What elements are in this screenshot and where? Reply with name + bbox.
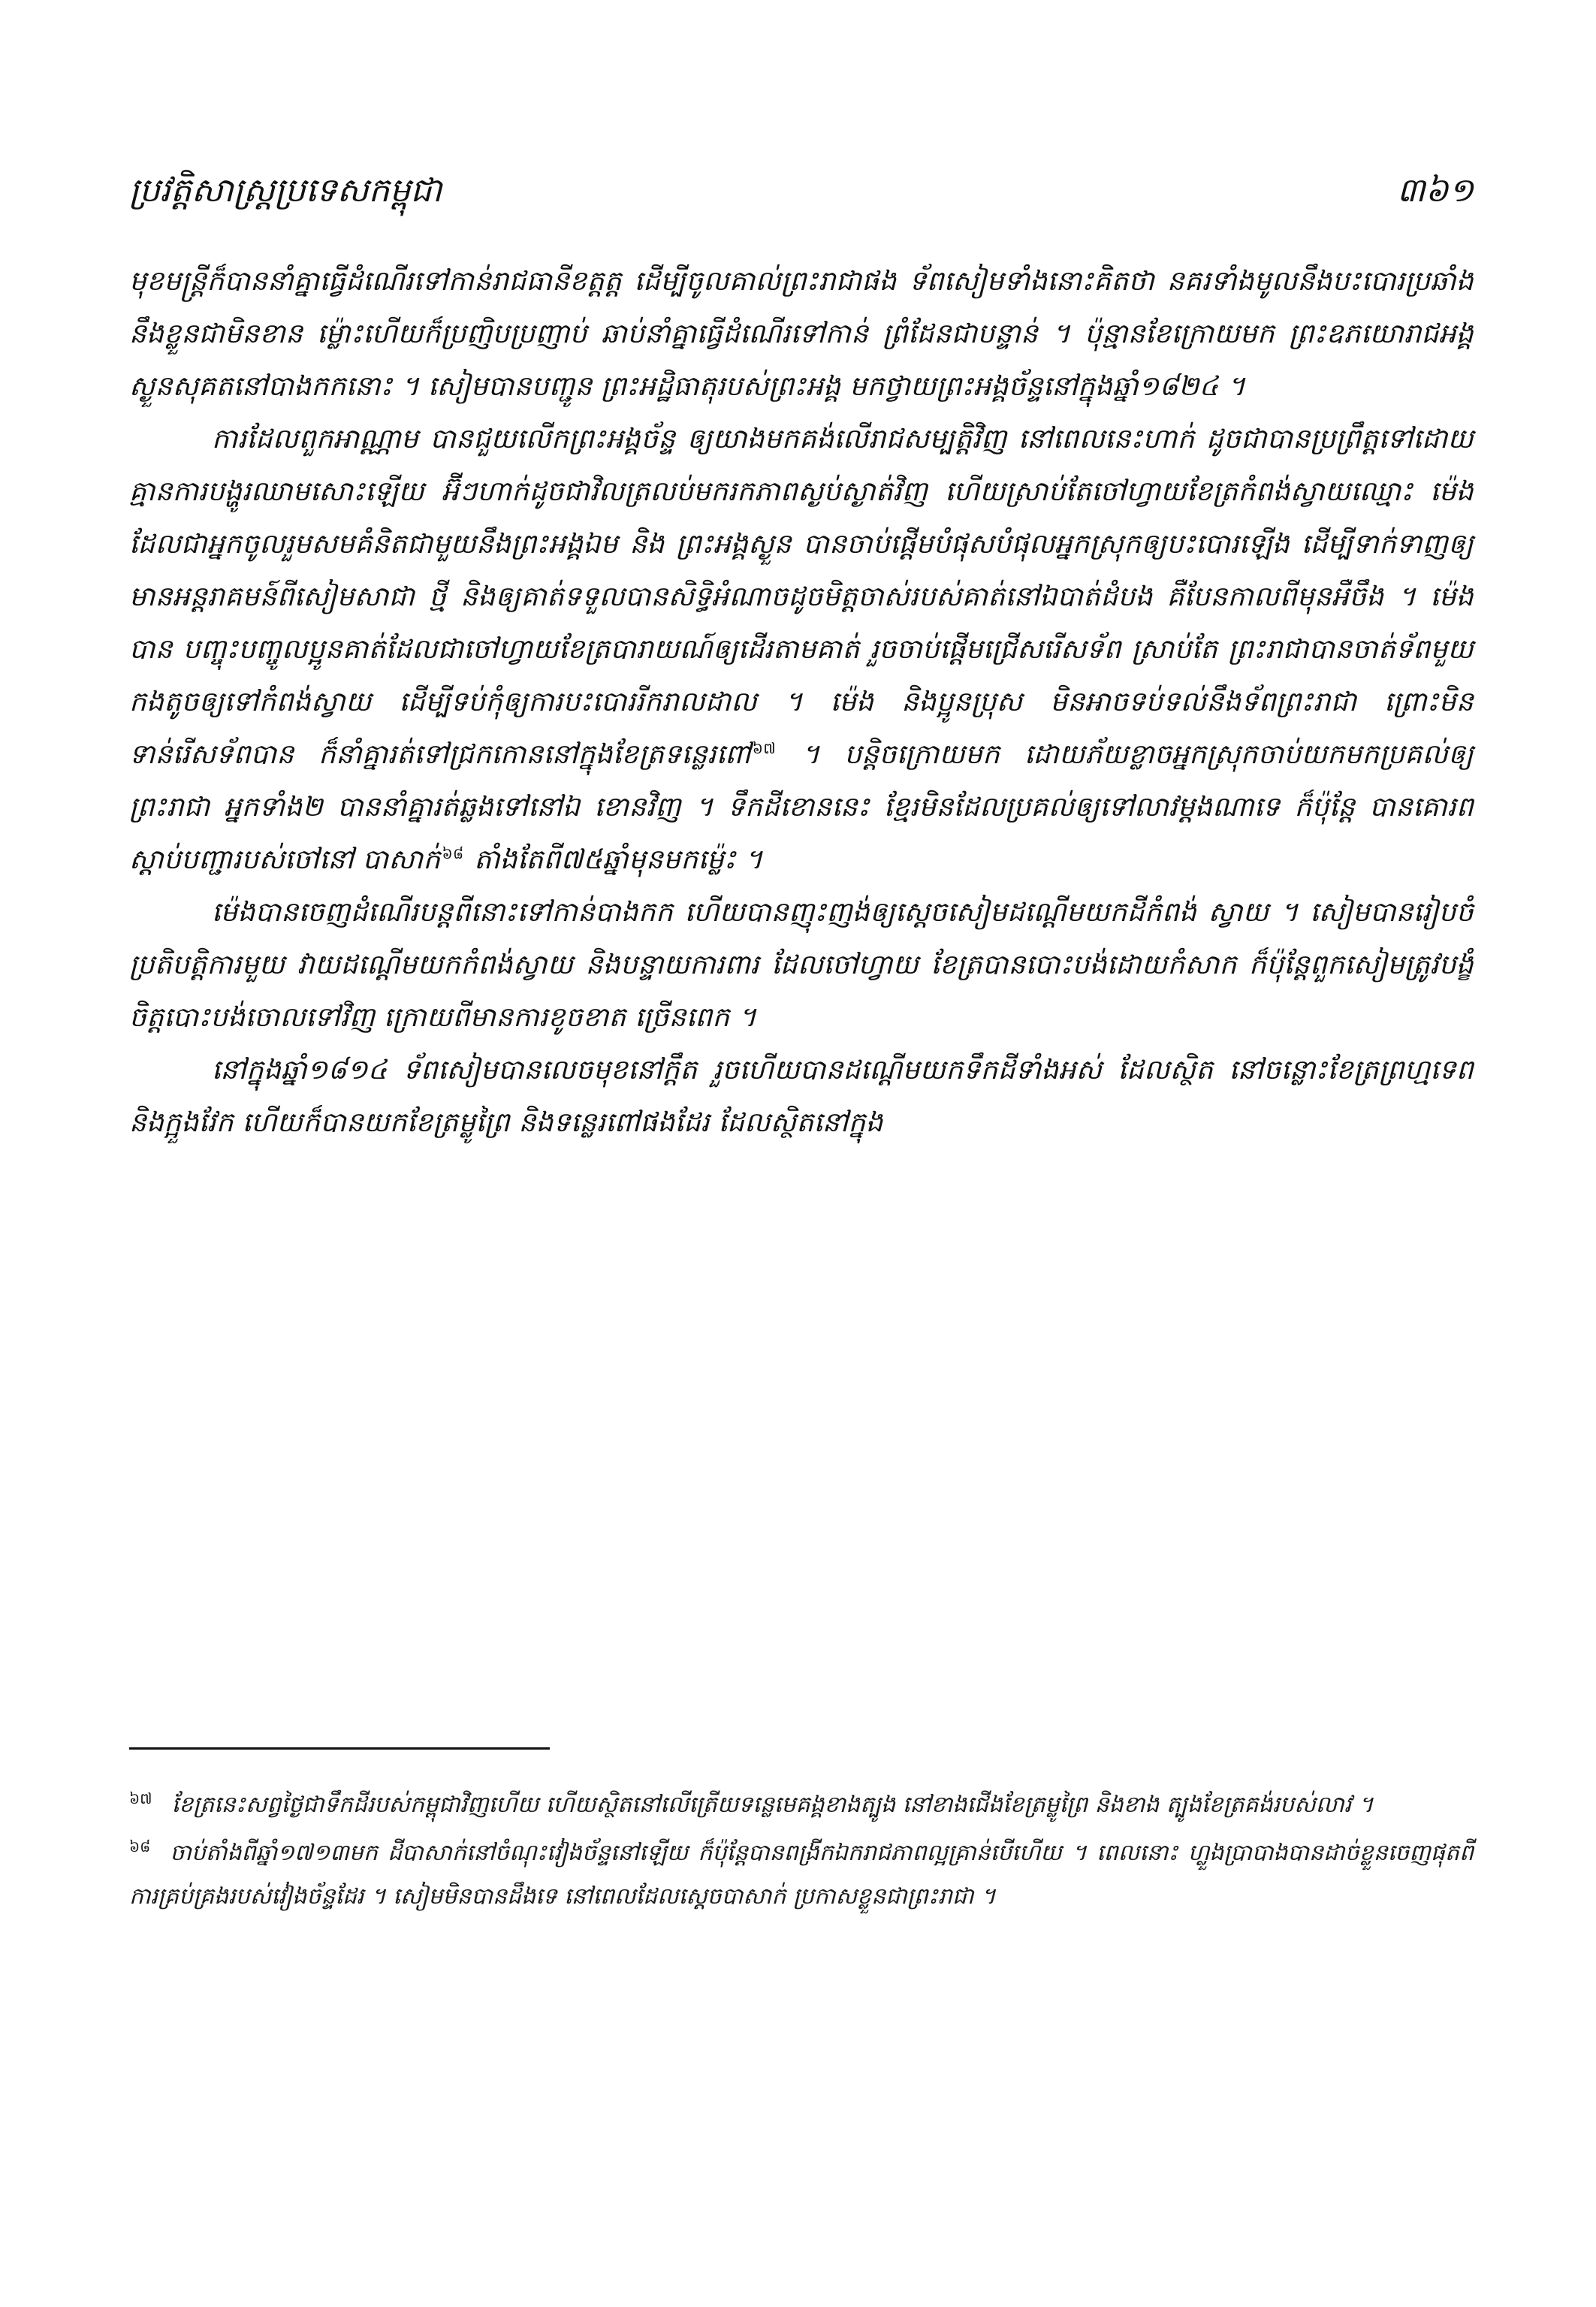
footnote-ref-67[interactable]: ៦៧ (752, 739, 776, 757)
paragraph-4: នៅក្នុងឆ្នាំ១៨១៤ ទ័ពសៀមបានលេចមុខនៅក្ដឹត រួចហើយបានដណ្តើមយកទឹកដីទាំងអស់ ដែលស្ថិត នៅចន្លោះខែត្រព្រហ្មទេព និងក្អួងវែក ហើយក៏បានយកខែត្រម្លូព្រៃ និងទន្លេរពៅផងដែរ ដែលស្ថិតនៅក្នុង (129, 1055, 1474, 1138)
page-number: ៣៦១ (1396, 171, 1474, 210)
paragraph-2-part-1: ការដែលពួកអាណ្ណាម បានជួយលើកព្រះអង្គច័ន្ទ ឲ្យយាងមកគង់លើរាជសម្បត្តិវិញ នៅពេលនេះហាក់ ដូចជាបានប្រព្រឹត្តទៅដោយគ្មានការបង្ហូរឈាមសោះឡើយ អ៊ីៗហាក់ដូចជាវិលត្រលប់មករកភាពស្ងប់ស្ងាត់វិញ ហើយស្រាប់តែចៅហ្វាយខែត្រកំពង់ស្វាយឈ្មោះ ម៉េង ដែលជាអ្នកចូលរួមសមគំនិតជាមួយនឹងព្រះអង្គឯម និង ព្រះអង្គស្ងួន បានចាប់ផ្តើមបំផុសបំផុលអ្នកស្រុកឲ្យបះបោរឡើង ដើម្បីទាក់ទាញឲ្យមានអន្តរាគមន៍ពីសៀមសាជា ថ្មី និងឲ្យគាត់ទទួលបានសិទ្ធិអំណាចដូចមិត្តចាស់របស់គាត់នៅឯបាត់ដំបង គឺបែនកាលពីមុនអឺចឹង ។ ម៉េងបាន បញ្ចុះបញ្ចូលប្អូនគាត់ដែលជាចៅហ្វាយខែត្របារាយណ៍ឲ្យដើរតាមគាត់ រួចចាប់ផ្តើមជ្រើសរើសទ័ព ស្រាប់តែ ព្រះរាជាបានចាត់ទ័ពមួយកងតូចឲ្យទៅកំពង់ស្វាយ ដើម្បីទប់កុំឲ្យការបះបោររីករាលដាល ។ ម៉េង និងប្អូនប្រុស មិនអាចទប់ទល់នឹងទ័ពព្រះរាជា ព្រោះមិនទាន់រើសទ័ពបាន ក៏នាំគ្នារត់ទៅជ្រកកោននៅក្នុងខែត្រទន្លេរពៅ (129, 424, 1474, 770)
footnote-separator (129, 1747, 550, 1750)
footnotes (129, 1783, 1474, 1923)
footnote-number: ៦៨ (129, 1837, 151, 1856)
page-header (129, 161, 1474, 221)
paragraph-2 (129, 413, 1474, 886)
running-title: ប្រវត្តិសាស្ត្រប្រទេសកម្ពុជា (129, 171, 442, 210)
footnote-68 (129, 1831, 1474, 1919)
body-text (129, 255, 1474, 1149)
footnote-text: ខែត្រនេះសព្វថ្ងៃជាទឹកដីរបស់កម្ពុជាវិញហើយ ហើយស្ថិតនៅលើត្រើយទន្លេមេគង្គខាងត្បូង នៅខាងជើងខែត្រម្លូព្រៃ និងខាង ត្បូងខែត្រគង់របស់លាវ ។ (171, 1792, 1374, 1818)
paragraph-3: ម៉េងបានចេញដំណើរបន្តពីនោះទៅកាន់បាងកក ហើយបានញុះញង់ឲ្យស្តេចសៀមដណ្តើមយកដីកំពង់ ស្វាយ ។ សៀមបានរៀបចំប្រតិបត្តិការមួយ វាយដណ្តើមយកកំពង់ស្វាយ និងបន្ទាយការពារ ដែលចៅហ្វាយ ខែត្របានបោះបង់ដោយកំសាក ក៏ប៉ុន្តែពួកសៀមត្រូវបង្ខំចិត្តបោះបង់ចោលទៅវិញ ក្រោយពីមានការខូចខាត ច្រើនពេក ។ (129, 897, 1474, 1033)
footnote-number: ៦៧ (129, 1789, 152, 1807)
footnote-ref-68[interactable]: ៦៨ (442, 844, 464, 862)
paragraph-2-part-3: តាំងតែពី៧៥ឆ្នាំមុនមកម្ល៉េះ ។ (465, 844, 763, 875)
paragraph-2-part-2: ។ បន្តិចក្រោយមក ដោយភ័យខ្លាចអ្នកស្រុកចាប់យកមកប្រគល់ឲ្យព្រះរាជា អ្នកទាំង២ បាននាំគ្នារត់ឆ្លងទៅនៅឯ ខោនវិញ ។ ទឹកដីខោននេះ ខ្មែរមិនដែលប្រគល់ឲ្យទៅលាវម្តងណាទេ ក៏ប៉ុន្តែ បានគោរពស្តាប់បញ្ជារបស់ចៅនៅ បាសាក់ (129, 739, 1474, 875)
paragraph-1: មុខមន្ត្រីក៏បាននាំគ្នាធ្វើដំណើរទៅកាន់រាជធានីខត្តត្ត ដើម្បីចូលគាល់ព្រះរាជាផង ទ័ពសៀមទាំងនោះគិតថា នគរទាំងមូលនឹងបះបោរប្រឆាំងនឹងខ្លួនជាមិនខាន ម្ល៉ោះហើយក៏ប្រញិបប្រញាប់ ឆាប់នាំគ្នាធ្វើដំណើរទៅកាន់ ព្រំដែនជាបន្ទាន់ ។ ប៉ុន្មានខែក្រោយមក ព្រះឧភយោរាជអង្គស្ងួនសុគតនៅបាងកកនោះ ។ សៀមបានបញ្ជូន ព្រះអដ្ឋិធាតុរបស់ព្រះអង្គ មកថ្វាយព្រះអង្គច័ន្ទនៅក្នុងឆ្នាំ១៨២៤ ។ (129, 266, 1474, 402)
footnote-67 (129, 1783, 1474, 1827)
footnote-text: ចាប់តាំងពីឆ្នាំ១៧១៣មក ដីបាសាក់នៅចំណុះវៀងច័ន្ទនៅឡើយ ក៏ប៉ុន្តែបានពង្រីកឯករាជភាពល្អគ្រាន់បើហើយ ។ ពេលនោះ ហ្លួងប្រាបាងបានដាច់ខ្លួនចេញផុតពីការគ្រប់គ្រងរបស់វៀងច័ន្ទដែរ ។ សៀមមិនបានដឹងទេ នៅពេលដែលស្តេចបាសាក់ ប្រកាសខ្លួនជាព្រះរាជា ។ (129, 1840, 1474, 1910)
